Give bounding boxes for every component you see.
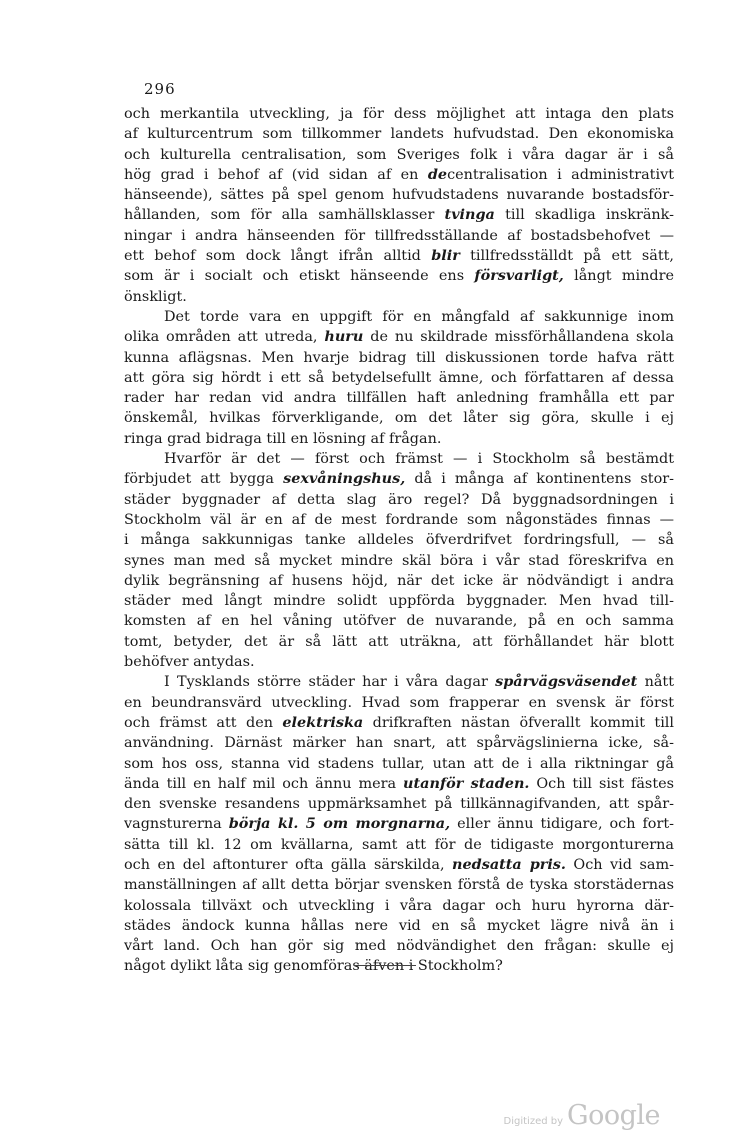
emphasis-text: nedsatta pris. — [452, 855, 566, 873]
text-run: ett behof som dock långt ifrån alltid — [124, 248, 432, 265]
text-run: den svenske resandens uppmärksamhet på tillkännagifvanden, att spår- — [124, 796, 674, 813]
text-run: drifkraften nästan öfverallt kommit till — [363, 714, 675, 731]
text-line — [124, 226, 674, 246]
text-run: I Tysklands större städer har i våra dagar — [164, 674, 496, 691]
text-run: tomt, betyder, det är så lätt att uträkna, att förhållandet här blott — [124, 633, 674, 650]
text-line — [124, 916, 674, 936]
text-run: af kulturcentrum som tillkommer landets hufvudstad. Den ekonomiska — [124, 126, 674, 143]
text-run: Och till sist fästes — [529, 775, 675, 792]
text-run: Och vid sam- — [565, 856, 674, 873]
text-run: behöfver antydas. — [124, 654, 255, 671]
text-line — [124, 469, 674, 489]
text-line — [124, 794, 674, 814]
text-line — [124, 855, 674, 875]
section-rule — [354, 965, 416, 966]
text-run: tillfredsställdt på ett sätt, — [459, 248, 674, 265]
text-run: centralisation i administrativt — [447, 166, 674, 183]
text-run: städes ändock kunna hållas nere vid en så mycket lägre nivå än i — [124, 917, 674, 934]
text-line — [124, 632, 674, 652]
text-run: synes man med så mycket mindre skäl böra i vår stad föreskrifva en — [124, 552, 674, 569]
text-run: Det torde vara en uppgift för en mångfald af sakkunnige inom — [164, 308, 674, 325]
text-run: manställningen af allt detta börjar svensken förstå de tyska storstädernas — [124, 877, 674, 894]
text-run: kunna aflägsnas. Men hvarje bidrag till diskussionen torde hafva rätt — [124, 349, 674, 366]
text-line — [124, 490, 674, 510]
text-line — [124, 733, 674, 753]
text-run: och en del aftonturer ofta gälla särskilda, — [124, 856, 453, 873]
text-line — [124, 185, 674, 205]
text-line — [124, 956, 674, 976]
text-run: som hos oss, stanna vid stadens tullar, utan att de i alla riktningar gå — [124, 755, 674, 772]
text-line — [124, 449, 674, 469]
text-line — [124, 835, 674, 855]
text-run: ringa grad bidraga till en lösning af frågan. — [124, 430, 442, 447]
text-line — [124, 754, 674, 774]
text-run: dylik begränsning af husens höjd, när det icke är nödvändigt i andra — [124, 572, 674, 589]
text-line — [124, 936, 674, 956]
text-line — [124, 104, 674, 124]
text-run: de nu skildrade missförhållandena skola — [363, 329, 674, 346]
text-line — [124, 124, 674, 144]
text-line — [124, 348, 674, 368]
text-line — [124, 429, 674, 449]
text-line — [124, 287, 674, 307]
text-run: Stockholm väl är en af de mest fordrande som någonstädes finnas — — [124, 511, 674, 528]
text-run: något dylikt låta sig genomföras äfven i Stockholm? — [124, 958, 503, 975]
text-run: eller ännu tidigare, och fort- — [450, 816, 674, 833]
text-line — [124, 165, 674, 185]
text-line — [124, 327, 674, 347]
text-line — [124, 266, 674, 286]
text-run: städer byggnader af detta slag äro regel? Då byggnadsordningen i — [124, 491, 674, 508]
text-run: och merkantila utveckling, ja för dess möjlighet att intaga den plats — [124, 106, 674, 122]
text-line — [124, 408, 674, 428]
emphasis-text: de — [427, 165, 448, 183]
text-line — [124, 713, 674, 733]
body-text — [124, 104, 674, 977]
text-run: önskemål, hvilkas förverkligande, om det låter sig göra, skulle i ej — [124, 410, 674, 427]
emphasis-text: börja kl. 5 om morgnarna, — [228, 815, 451, 833]
digitized-prefix: Digitized by — [503, 1116, 564, 1127]
text-run: vagnsturerna — [124, 816, 229, 833]
text-line — [124, 774, 674, 794]
text-run: förbjudet att bygga — [124, 471, 284, 488]
emphasis-text: sexvåningshus, — [283, 470, 406, 488]
text-line — [124, 814, 674, 834]
text-run: att göra sig hördt i ett så betydelsefullt ämne, och författaren af dessa — [124, 369, 674, 386]
digitized-footer — [504, 1100, 660, 1131]
text-line — [124, 896, 674, 916]
emphasis-text: försvarligt, — [474, 267, 564, 285]
text-run: användning. Därnäst märker han snart, att spårvägslinierna icke, så- — [124, 735, 674, 752]
text-run: städer med långt mindre solidt uppförda byggnader. Men hvad till- — [124, 593, 674, 610]
text-run: hållanden, som för alla samhällsklasser — [124, 207, 445, 224]
emphasis-text: elektriska — [282, 713, 364, 731]
text-line — [124, 875, 674, 895]
text-line — [124, 510, 674, 530]
text-run: hög grad i behof af (vid sidan af en — [124, 166, 428, 183]
text-run: långt mindre — [563, 268, 675, 285]
text-run: en beundransvärd utveckling. Hvad som frapperar en svensk är först — [124, 694, 674, 711]
text-run: rader har redan vid andra tillfällen haft anledning framhålla ett par — [124, 390, 674, 407]
text-line — [124, 693, 674, 713]
text-line — [124, 652, 674, 672]
text-run: till skadliga inskränk- — [494, 207, 675, 224]
google-logo: Google — [567, 1100, 660, 1131]
text-line — [124, 145, 674, 165]
text-run: och främst att den — [124, 714, 283, 731]
text-line — [124, 591, 674, 611]
text-run: Hvarför är det — först och främst — i Stockholm så bestämdt — [164, 451, 674, 468]
text-line — [124, 368, 674, 388]
text-line — [124, 388, 674, 408]
text-run: i många sakkunnigas tanke alldeles öfverdrifvet fordringsfull, — så — [124, 532, 674, 549]
text-line — [124, 672, 674, 692]
text-run: och kulturella centralisation, som Sveriges folk i våra dagar är i så — [124, 146, 674, 163]
emphasis-text: utanför staden. — [403, 774, 530, 792]
text-line — [124, 571, 674, 591]
text-run: nått — [637, 674, 674, 691]
text-line — [124, 246, 674, 266]
text-run: vårt land. Och han gör sig med nödvändighet den frågan: skulle ej — [124, 938, 674, 955]
text-run: då i många af kontinentens stor- — [405, 471, 674, 488]
page-number: 296 — [144, 80, 176, 98]
text-run: sätta till kl. 12 om kvällarna, samt att för de tidigaste morgonturerna — [124, 836, 674, 853]
text-line — [124, 611, 674, 631]
text-run: ningar i andra hänseenden för tillfredsställande af bostadsbehofvet — — [124, 227, 674, 244]
text-line — [124, 551, 674, 571]
text-run: som är i socialt och etiskt hänseende ens — [124, 268, 475, 285]
text-run: olika områden att utreda, — [124, 329, 325, 346]
text-run: önskligt. — [124, 288, 187, 305]
emphasis-text: spårvägsväsendet — [495, 673, 638, 691]
text-run: komsten af en hel våning utöfver de nuvarande, på en och samma — [124, 613, 674, 630]
text-run: kolossala tillväxt och utveckling i våra dagar och huru hyrorna där- — [124, 897, 674, 914]
text-run: hänseende), sättes på spel genom hufvudstadens nuvarande bostadsför- — [124, 187, 674, 204]
text-run: ända till en half mil och ännu mera — [124, 775, 404, 792]
emphasis-text: huru — [324, 328, 364, 346]
text-line — [124, 530, 674, 550]
emphasis-text: tvinga — [444, 206, 495, 224]
emphasis-text: blir — [431, 247, 460, 265]
text-line — [124, 205, 674, 225]
text-line — [124, 307, 674, 327]
